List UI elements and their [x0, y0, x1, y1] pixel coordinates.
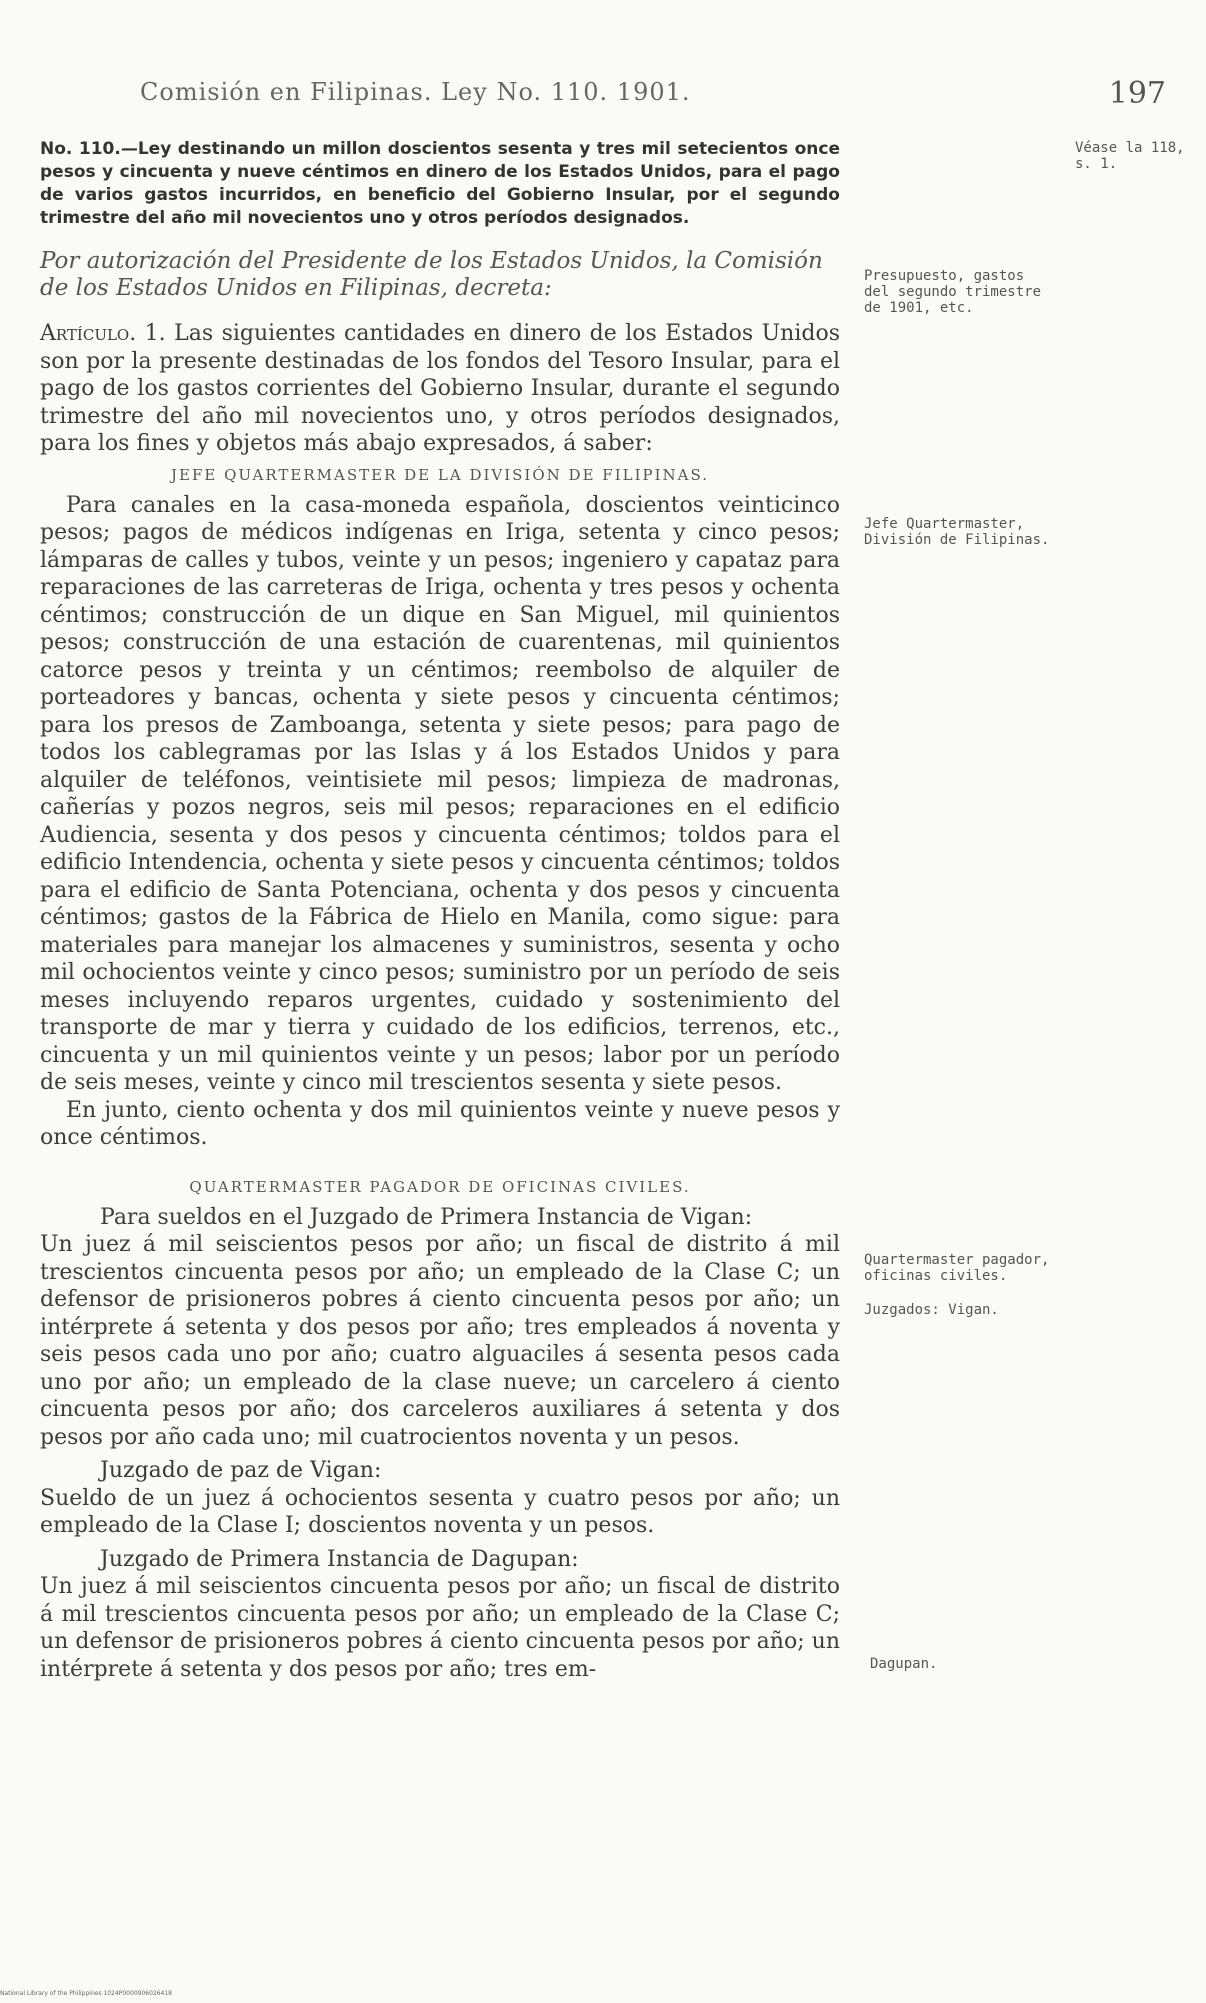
- article-1: [40, 320, 840, 458]
- margin-note-vease: Véase la 118, s. 1.: [1075, 140, 1185, 172]
- law-number: No. 110.: [40, 139, 121, 159]
- section1-paragraph: Para canales en la casa-moneda española, doscientos veinticinco pesos; pagos de médicos indígenas en Iriga, setenta y cinco pesos; lámparas de calles y tubos, veinte y un pesos; ingeniero y capataz para reparaciones de las carreteras de Iriga, ochenta y tres pesos y ochenta céntimos; construcción de un dique en San Miguel, mil quinientos pesos; construcción de una estación de cuarentenas, mil quinientos catorce pesos y treinta y un céntimos; reembolso de alquiler de porteadores y bancas, ochenta y siete pesos y cincuenta céntimos; para los presos de Zamboanga, setenta y siete pesos; para pago de todos los cablegramas por las Islas y á los Estados Unidos y para alquiler de teléfonos, veintisiete mil pesos; limpieza de madronas, cañerías y pozos negros, seis mil pesos; reparaciones en el edificio Audiencia, sesenta y dos pesos y cincuenta céntimos; toldos para el edificio Intendencia, ochenta y siete pesos y cincuenta céntimos; toldos para el edificio de Santa Potenciana, ochenta y dos pesos y cincuenta céntimos; gastos de la Fábrica de Hielo en Manila, como sigue: para materiales para manejar los almacenes y suministros, sesenta y ocho mil ochocientos veinte y cinco pesos; suministro por un período de seis meses incluyendo reparos urgentes, cuidado y sostenimiento del transporte de mar y tierra y cuidado de los edificios, terrenos, etc., cincuenta y un mil quinientos veinte y un pesos; labor por un período de seis meses, veinte y cinco mil trescientos sesenta y siete pesos.: [40, 492, 840, 1095]
- main-text: [40, 138, 840, 1683]
- vigan-intro: Para sueldos en el Juzgado de Primera Instancia de Vigan:: [100, 1204, 753, 1230]
- paz-text: Sueldo de un juez á ochocientos sesenta y cuatro pesos por año; un empleado de la Clase I; doscientos noventa y un pesos.: [40, 1485, 840, 1538]
- margin-note-dagupan: Dagupan.: [870, 1656, 938, 1672]
- footer-credit: National Library of the Philippines 1024P0000906026418: [0, 1990, 172, 1997]
- paz-intro: Juzgado de paz de Vigan:: [100, 1458, 382, 1483]
- law-title: [40, 138, 840, 230]
- article-label: Artículo. 1.: [40, 321, 166, 346]
- vigan-text: Un juez á mil seiscientos pesos por año; un fiscal de distrito á mil trescientos cincuenta pesos por año; un empleado de la Clase C; un defensor de prisioneros pobres á ciento cincuenta pesos por año; un intérprete á setenta y dos pesos por año; tres empleados á noventa y seis pesos cada uno por año; cuatro alguaciles á sesenta pesos cada uno por año; un empleado de la clase nueve; un carcelero á ciento cincuenta pesos por año; dos carceleros auxiliares á setenta y dos pesos por año cada uno; mil cuatrocientos noventa y un pesos.: [40, 1232, 840, 1450]
- section1-total: En junto, ciento ochenta y dos mil quinientos veinte y nueve pesos y once céntimos.: [40, 1097, 840, 1150]
- page-number: 197: [1108, 76, 1166, 111]
- section-heading-jefe: JEFE QUARTERMASTER DE LA DIVISIÓN DE FILIPINAS.: [170, 465, 710, 484]
- spacer: [40, 1152, 840, 1170]
- margin-note-presupuesto: Presupuesto, gastos del segundo trimestre de 1901, etc.: [864, 268, 1042, 316]
- running-head: Comisión en Filipinas. Ley No. 110. 1901.: [140, 78, 691, 106]
- dagupan-intro: Juzgado de Primera Instancia de Dagupan:: [100, 1546, 579, 1572]
- margin-note-jefe: Jefe Quartermaster, División de Filipinas.: [864, 516, 1050, 548]
- preamble: Por autorización del Presidente de los Estados Unidos, la Comisión de los Estados Unidos en Filipinas, decreta:: [40, 248, 823, 301]
- dagupan-text: Un juez á mil seiscientos cincuenta pesos por año; un fiscal de distrito á mil trescientos cincuenta pesos por año; un empleado de la Clase C; un defensor de prisioneros pobres á ciento cincuenta pesos por año; un intérprete á setenta y dos pesos por año; tres em-: [40, 1574, 840, 1682]
- law-title-text: —Ley destinando un millon doscientos sesenta y tres mil setecientos once pesos y cincuenta y nueve céntimos en dinero de los Estados Unidos, para el pago de varios gastos incurridos, en beneficio del Gobierno Insular, por el segundo trimestre del año mil novecientos uno y otros períodos designados.: [40, 139, 841, 228]
- article-text: Las siguientes cantidades en dinero de los Estados Unidos son por la presente destinadas de los fondos del Tesoro Insular, para el pago de los gastos corrientes del Gobierno Insular, durante el segundo trimestre del año mil novecientos uno, y otros períodos designados, para los fines y objetos más abajo expresados, á saber:: [40, 321, 840, 456]
- margin-note-juzgados: Juzgados: Vigan.: [864, 1302, 999, 1318]
- section-heading-quartermaster: QUARTERMASTER PAGADOR DE OFICINAS CIVILES.: [189, 1177, 691, 1196]
- margin-note-quartermaster-pagador: Quartermaster pagador, oficinas civiles.: [864, 1252, 1050, 1284]
